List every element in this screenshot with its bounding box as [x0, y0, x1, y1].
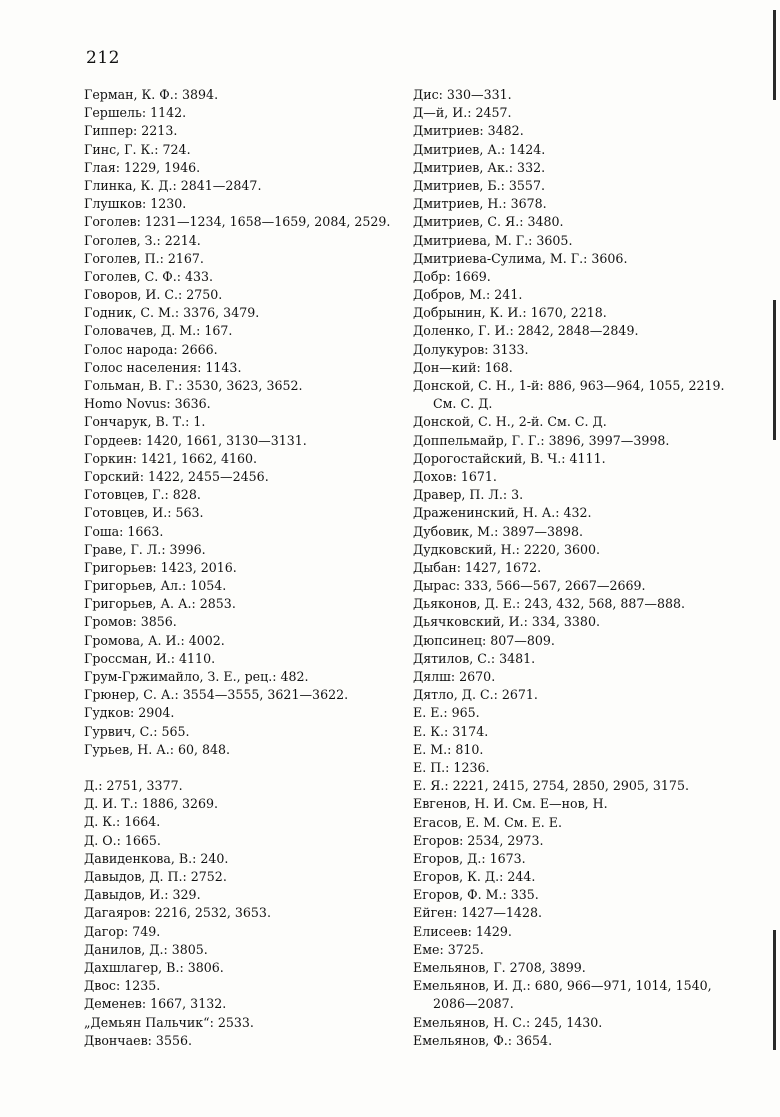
index-entry: Д—й, И.: 2457. — [413, 105, 512, 121]
index-entry: Готовцев, И.: 563. — [84, 505, 204, 521]
index-entry: Голос народа: 2666. — [84, 341, 218, 357]
index-entry: Деменев: 1667, 3132. — [84, 996, 227, 1012]
index-entry: Дялш: 2670. — [413, 669, 496, 684]
index-entry: Долукуров: 3133. — [413, 341, 529, 357]
index-entry: Дудковский, Н.: 2220, 3600. — [413, 541, 601, 557]
index-entry: Елисеев: 1429. — [413, 923, 512, 939]
index-entry: Григорьев: 1423, 2016. — [84, 559, 237, 575]
index-entry: Е. П.: 1236. — [413, 759, 490, 775]
index-entry: Глинка, К. Д.: 2841—2847. — [84, 177, 262, 193]
index-entry: Егоров, Ф. М.: 335. — [413, 887, 539, 903]
index-entry: Ейген: 1427—1428. — [413, 905, 542, 921]
index-entry: Емельянов, Н. С.: 245, 1430. — [413, 1014, 603, 1030]
index-entry: Двос: 1235. — [84, 978, 161, 994]
index-entry: Дмитриев, Ак.: 332. — [413, 159, 546, 175]
index-entry: Голос населения: 1143. — [84, 359, 242, 375]
index-entry — [413, 377, 758, 413]
index-entry: Гордеев: 1420, 1661, 3130—3131. — [84, 432, 307, 448]
index-entry: Гоша: 1663. — [84, 523, 164, 539]
index-entry: Герман, К. Ф.: 3894. — [84, 87, 219, 102]
index-entry: Гольман, В. Г.: 3530, 3623, 3652. — [84, 378, 303, 393]
index-entry: Давиденкова, В.: 240. — [84, 850, 229, 866]
index-column-left — [84, 86, 404, 1050]
index-entry: Грум-Гржимайло, З. Е., рец.: 482. — [84, 669, 309, 684]
index-entry: Егоров, К. Д.: 244. — [413, 869, 536, 885]
index-entry: Дохов: 1671. — [413, 468, 497, 484]
index-entry: Дравер, П. Л.: 3. — [413, 487, 524, 503]
index-entry — [413, 977, 758, 1013]
scan-edge-mark — [773, 10, 776, 100]
index-entry: Егоров: 2534, 2973. — [413, 832, 544, 848]
index-entry: Дмитриев, Б.: 3557. — [413, 177, 545, 193]
index-entry: Дмитриева, М. Г.: 3605. — [413, 232, 573, 248]
index-entry: Давыдов, Д. П.: 2752. — [84, 869, 227, 885]
index-entry: Двончаев: 3556. — [84, 1032, 192, 1048]
index-entry: Е. К.: 3174. — [413, 723, 489, 739]
index-entry: Дьячковский, И.: 334, 3380. — [413, 614, 600, 630]
index-entry: Дорогостайский, В. Ч.: 4111. — [413, 450, 606, 466]
index-entry: Дятилов, С.: 3481. — [413, 650, 536, 666]
index-entry: Емельянов, Ф.: 3654. — [413, 1032, 553, 1048]
index-entry: Д. О.: 1665. — [84, 832, 161, 848]
index-entry: Е. М.: 810. — [413, 741, 484, 757]
index-entry: Дубовик, М.: 3897—3898. — [413, 523, 584, 539]
index-entry: „Демьян Пальчик“: 2533. — [84, 1014, 254, 1030]
index-entry: Егасов, Е. М. См. Е. Е. — [413, 814, 562, 830]
index-entry: Гинс, Г. К.: 724. — [84, 141, 191, 157]
index-column-right — [413, 86, 758, 1050]
index-entry: Данилов, Д.: 3805. — [84, 941, 208, 957]
index-entry: Гоголев, П.: 2167. — [84, 250, 204, 266]
index-entry: Гершель: 1142. — [84, 105, 187, 121]
index-entry-text: Емельянов, И. Д.: 680, 966—971, 1014, 1540, — [413, 978, 712, 994]
index-entry: Дон—кий: 168. — [413, 359, 513, 375]
index-entry: Громов: 3856. — [84, 614, 177, 630]
index-entry: Грюнер, С. А.: 3554—3555, 3621—3622. — [84, 687, 349, 703]
index-entry: Гоголев: 1231—1234, 1658—1659, 2084, 2529. — [84, 214, 391, 230]
index-entry: Глая: 1229, 1946. — [84, 159, 201, 175]
index-entry: Громова, А. И.: 4002. — [84, 632, 225, 648]
index-entry: Дмитриев, С. Я.: 3480. — [413, 214, 564, 230]
index-entry: Гурвич, С.: 565. — [84, 723, 190, 739]
index-entry: Дыбан: 1427, 1672. — [413, 559, 542, 575]
index-entry: Григорьев, А. А.: 2853. — [84, 596, 236, 612]
index-entry: Доппельмайр, Г. Г.: 3896, 3997—3998. — [413, 432, 670, 448]
page-number: 212 — [86, 48, 120, 68]
index-entry-continuation: 2086—2087. — [433, 996, 514, 1012]
index-entry: Дмитриев: 3482. — [413, 123, 524, 139]
index-entry: Дьяконов, Д. Е.: 243, 432, 568, 887—888. — [413, 596, 686, 612]
index-entry: Дятло, Д. С.: 2671. — [413, 687, 538, 703]
index-entry: Доленко, Г. И.: 2842, 2848—2849. — [413, 323, 639, 339]
index-entry: Homo Novus: 3636. — [84, 396, 211, 412]
index-entry: Дюпсинец: 807—809. — [413, 632, 555, 648]
index-entry: Годник, С. М.: 3376, 3479. — [84, 305, 260, 321]
index-entry: Дахшлагер, В.: 3806. — [84, 959, 224, 975]
index-entry: Готовцев, Г.: 828. — [84, 487, 201, 503]
index-entry: Емельянов, Г. 2708, 3899. — [413, 960, 586, 975]
index-entry: Е. Я.: 2221, 2415, 2754, 2850, 2905, 3175. — [413, 778, 689, 794]
index-entry: Давыдов, И.: 329. — [84, 887, 201, 903]
index-entry: Гудков: 2904. — [84, 705, 175, 721]
index-entry: Дмитриева-Сулима, М. Г.: 3606. — [413, 250, 628, 266]
index-entry: Евгенов, Н. И. См. Е—нов, Н. — [413, 796, 608, 812]
index-entry: Донской, С. Н., 2-й. См. С. Д. — [413, 414, 607, 430]
index-entry: Гиппер: 2213. — [84, 123, 178, 139]
index-entry: Е. Е.: 965. — [413, 705, 480, 721]
index-entry: Горкин: 1421, 1662, 4160. — [84, 450, 258, 466]
index-entry: Дмитриев, А.: 1424. — [413, 141, 546, 157]
index-entry: Дагаяров: 2216, 2532, 3653. — [84, 905, 271, 921]
index-entry: Гурьев, Н. А.: 60, 848. — [84, 741, 231, 757]
index-entry: Еме: 3725. — [413, 941, 484, 957]
scan-edge-mark — [773, 300, 776, 440]
index-entry: Горский: 1422, 2455—2456. — [84, 468, 269, 484]
index-entry: Гончарук, В. Т.: 1. — [84, 414, 206, 430]
index-entry: Д.: 2751, 3377. — [84, 778, 183, 794]
index-entry-continuation: См. С. Д. — [433, 396, 493, 412]
index-entry: Григорьев, Ал.: 1054. — [84, 578, 227, 594]
index-entry: Гоголев, З.: 2214. — [84, 232, 201, 248]
index-entry: Головачев, Д. М.: 167. — [84, 323, 233, 339]
index-entry: Дмитриев, Н.: 3678. — [413, 196, 547, 212]
index-entry: Добров, М.: 241. — [413, 287, 523, 303]
index-entry: Д. И. Т.: 1886, 3269. — [84, 796, 218, 812]
index-entry: Добрынин, К. И.: 1670, 2218. — [413, 305, 607, 321]
index-entry: Гоголев, С. Ф.: 433. — [84, 268, 214, 284]
index-entry: Дырас: 333, 566—567, 2667—2669. — [413, 578, 646, 594]
index-entry: Д. К.: 1664. — [84, 814, 161, 830]
index-entry: Глушков: 1230. — [84, 196, 187, 212]
index-entry: Дис: 330—331. — [413, 87, 512, 102]
index-entry: Говоров, И. С.: 2750. — [84, 287, 223, 303]
index-entry: Гроссман, И.: 4110. — [84, 650, 216, 666]
index-entry-text: Донской, С. Н., 1-й: 886, 963—964, 1055, 2219. — [413, 378, 725, 393]
index-entry: Драженинский, Н. А.: 432. — [413, 505, 592, 521]
index-entry: Егоров, Д.: 1673. — [413, 850, 526, 866]
index-entry: Добр: 1669. — [413, 268, 491, 284]
scan-edge-mark — [773, 930, 776, 1050]
index-entry: Дагор: 749. — [84, 923, 161, 939]
index-entry: Граве, Г. Л.: 3996. — [84, 541, 206, 557]
